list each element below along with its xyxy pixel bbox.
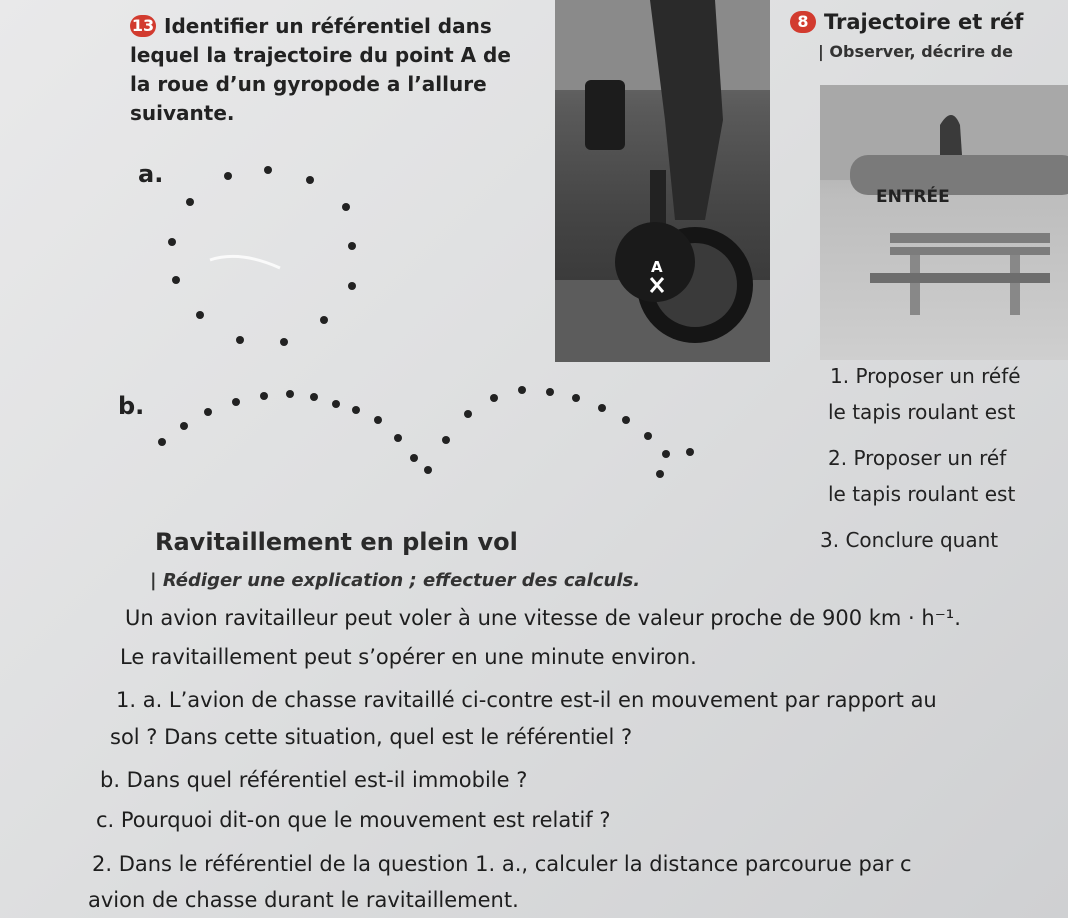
question-1b: b. Dans quel référentiel est-il immobile ?	[100, 768, 528, 792]
ravitaillement-paragraph-1: Un avion ravitailleur peut voler à une vitesse de valeur proche de 900 km · h⁻¹.	[125, 606, 961, 630]
statement-line-4: suivante.	[130, 101, 235, 125]
exercise-8-item-1-line-2: le tapis roulant est	[828, 400, 1016, 424]
trajectory-b-label: b.	[118, 392, 145, 420]
statement-line-2: lequel la trajectoire du point A de	[130, 43, 511, 67]
exercise-8-title-text: Trajectoire et réf	[824, 10, 1024, 34]
escalator-illustration	[820, 85, 1068, 360]
trajectory-a-points	[168, 166, 356, 346]
entree-sign: ENTRÉE	[876, 187, 950, 207]
segway-illustration	[555, 0, 770, 362]
ravitaillement-paragraph-2: Le ravitaillement peut s’opérer en une minute environ.	[120, 645, 697, 669]
exercise-8-item-1-line-1: 1. Proposer un réfé	[830, 364, 1021, 388]
exercise-8-title	[790, 10, 1023, 34]
exercise-8-item-2-line-2: le tapis roulant est	[828, 482, 1016, 506]
ravitaillement-subtitle: | Rédiger une explication ; effectuer des calculs.	[150, 570, 641, 591]
exercise-8-item-3: 3. Conclure quant	[820, 528, 999, 552]
question-2-line-1: 2. Dans le référentiel de la question 1. a., calculer la distance parcourue par c	[92, 852, 912, 876]
ravitaillement-title: Ravitaillement en plein vol	[155, 528, 518, 556]
point-a-label: A	[651, 258, 663, 276]
question-1a-line-2: sol ? Dans cette situation, quel est le référentiel ?	[110, 725, 633, 749]
trajectory-b-points	[158, 386, 694, 478]
trajectory-b-figure	[150, 380, 710, 490]
exercise-number-badge: 8	[790, 11, 816, 33]
trajectory-a-label: a.	[138, 160, 164, 188]
statement-line-3: la roue d’un gyropode a l’allure	[130, 72, 487, 96]
question-2-line-2: avion de chasse durant le ravitaillement.	[88, 888, 519, 912]
exercise-number-badge: 13	[131, 16, 155, 35]
statement-line-1: Identifier un référentiel dans	[164, 14, 492, 38]
exercise-13-statement	[130, 12, 560, 128]
segway-photo	[555, 0, 770, 362]
question-1a-line-1: 1. a. L’avion de chasse ravitaillé ci-contre est-il en mouvement par rapport au	[116, 688, 937, 712]
exercise-8-item-2-line-1: 2. Proposer un réf	[828, 446, 1007, 470]
exercise-8-subtitle: | Observer, décrire de	[818, 42, 1013, 61]
question-1c: c. Pourquoi dit-on que le mouvement est relatif ?	[96, 808, 611, 832]
trajectory-a-figure	[150, 150, 380, 360]
